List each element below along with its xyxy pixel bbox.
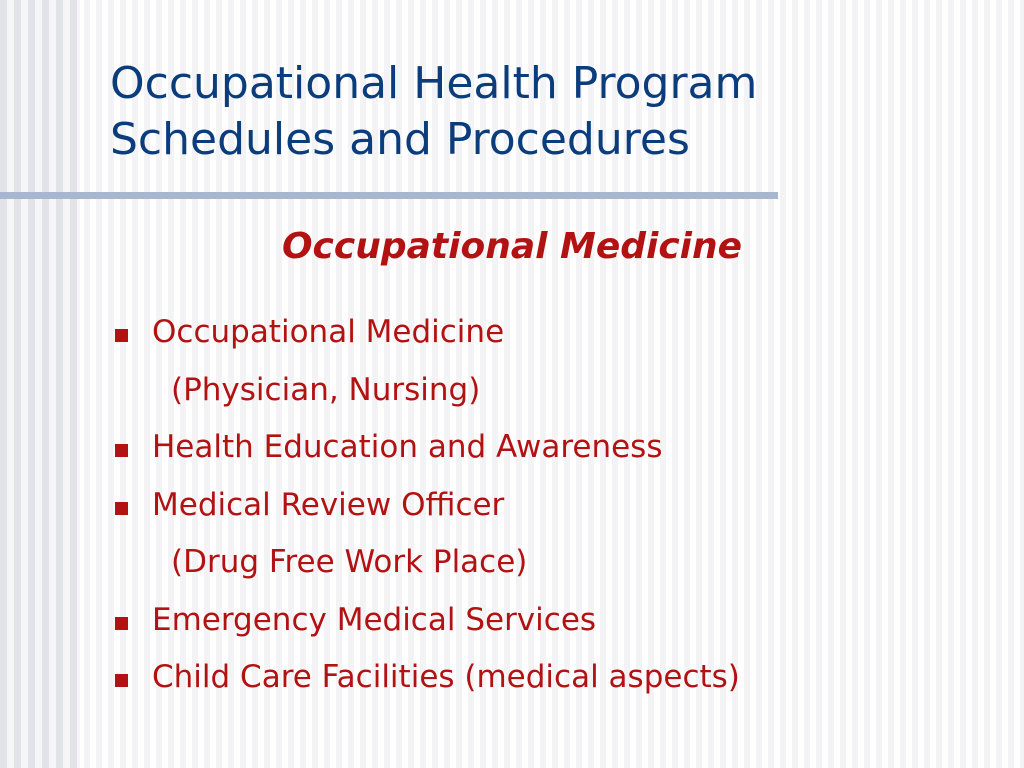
bullet-item-text: Health Education and Awareness xyxy=(152,429,663,465)
slide-title xyxy=(110,56,990,168)
bullet-item xyxy=(113,477,993,535)
title-divider xyxy=(0,192,778,199)
bullet-item-text: (Drug Free Work Place) xyxy=(171,544,528,580)
bullet-item xyxy=(113,419,993,477)
slide-title-line-1: Occupational Health Program xyxy=(110,58,758,109)
bullet-item xyxy=(113,592,993,650)
bullet-item-text: Occupational Medicine xyxy=(152,314,505,350)
square-bullet-icon xyxy=(115,444,128,457)
background-stripes xyxy=(0,0,80,768)
square-bullet-icon xyxy=(115,617,128,630)
bullet-item-continuation xyxy=(113,362,993,420)
bullet-item-continuation xyxy=(113,534,993,592)
bullet-list xyxy=(113,304,993,707)
bullet-item xyxy=(113,304,993,362)
square-bullet-icon xyxy=(115,329,128,342)
bullet-item-text: (Physician, Nursing) xyxy=(171,371,481,408)
bullet-item xyxy=(113,649,993,707)
slide-title-line-2: Schedules and Procedures xyxy=(110,114,690,165)
square-bullet-icon xyxy=(115,502,128,515)
bullet-item-text: Medical Review Officer xyxy=(152,486,505,523)
bullet-item-text: Child Care Facilities (medical aspects) xyxy=(152,659,740,695)
bullet-item-text: Emergency Medical Services xyxy=(152,601,597,638)
square-bullet-icon xyxy=(115,674,128,687)
slide-subtitle: Occupational Medicine xyxy=(281,226,743,267)
